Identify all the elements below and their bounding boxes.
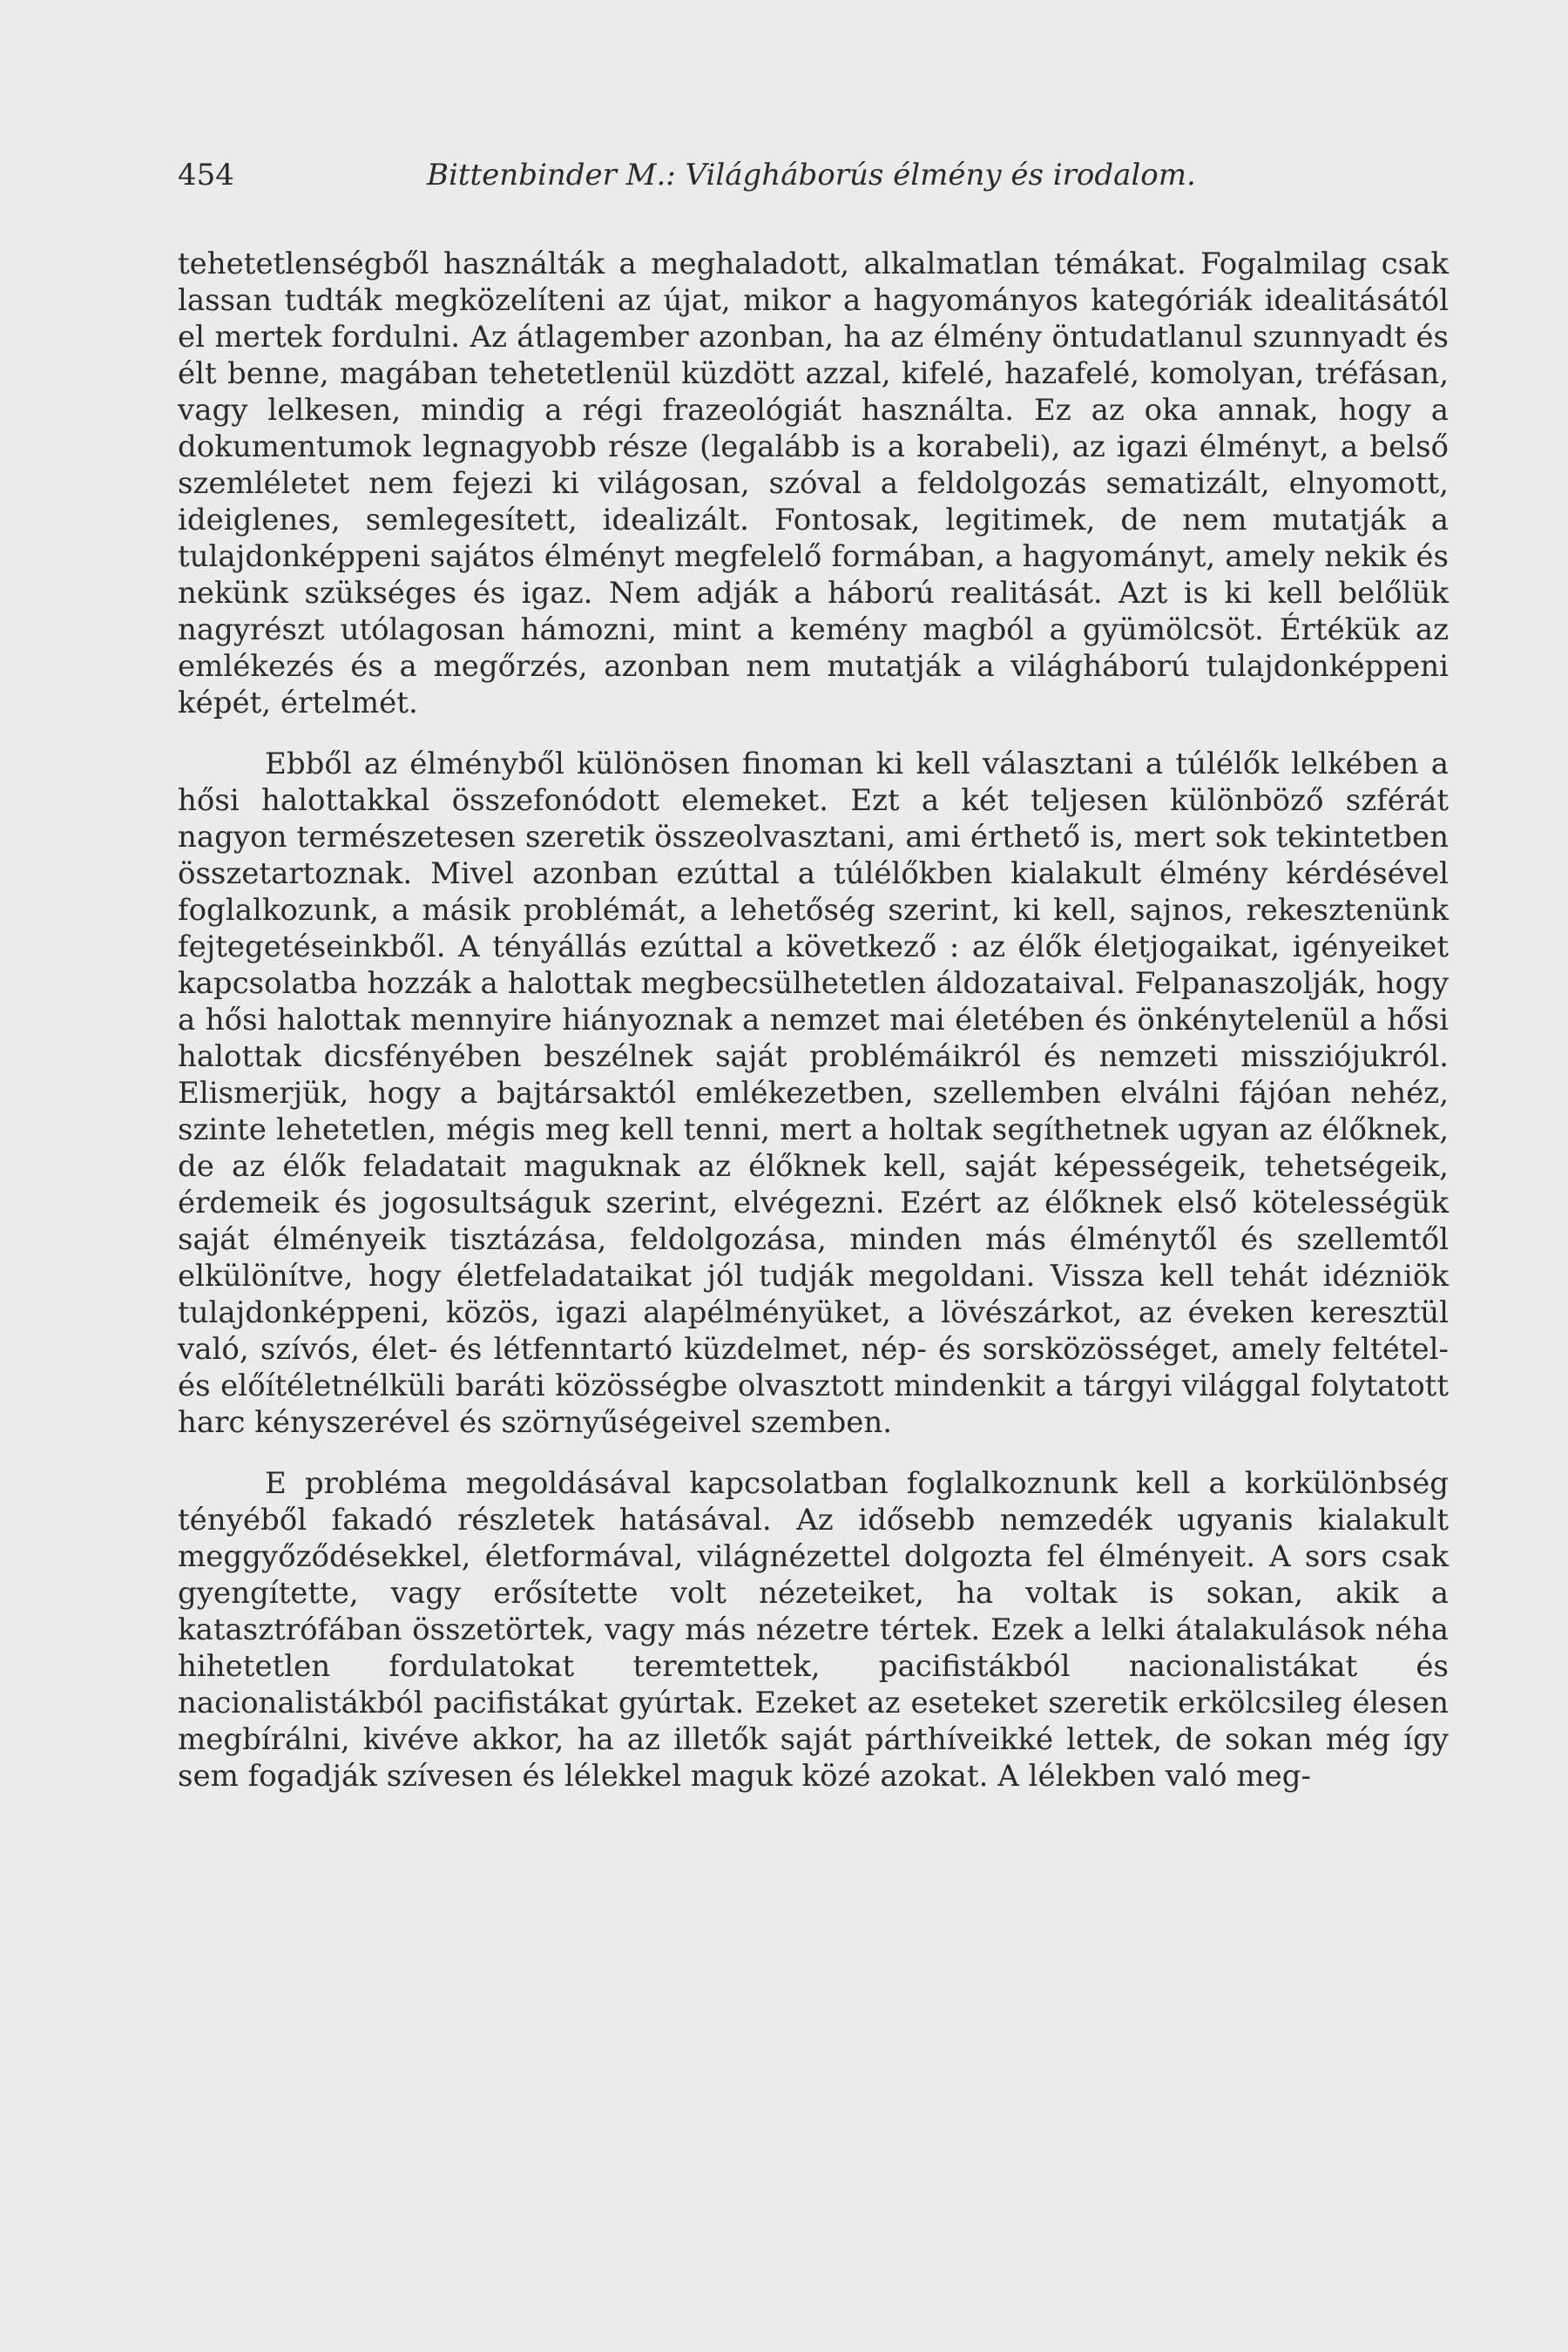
running-head <box>178 153 1432 197</box>
page-number: 454 <box>178 158 234 193</box>
paragraph-1: tehetetlenségből használták a meghaladott, alkalmatlan témákat. Fogalmilag csak lassan tudták megközelíteni az újat, mikor a hagyományos kategóriák idealitásától el mertek fordulni. Az átlagember azonban, ha az élmény öntudatlanul szunnyadt és élt benne, magában tehetetlenül küzdött azzal, kifelé, hazafelé, komolyan, tréfásan, vagy lelkesen, mindig a régi frazeológiát használta. Ez az oka annak, hogy a dokumentumok legnagyobb része (legalább is a korabeli), az igazi élményt, a belső szemléletet nem fejezi ki világosan, szóval a feldolgozás sematizált, elnyomott, ideiglenes, semlegesített, idealizált. Fontosak, legitimek, de nem mutatják a tulajdonképpeni sajátos élményt megfelelő formában, a hagyományt, amely nekik és nekünk szükséges és igaz. Nem adják a háború realitását. Azt is ki kell belőlük nagyrészt utólagosan hámozni, mint a kemény magból a gyümölcsöt. Értékük az emlékezés és a megőrzés, azonban nem mutatják a világháború tulajdonképpeni képét, értelmét. <box>178 247 1449 720</box>
paragraph-2: Ebből az élményből különösen finoman ki kell választani a túlélők lelkében a hősi halottakkal összefonódott elemeket. Ezt a két teljesen különböző szférát nagyon természetesen szeretik összeolvasztani, ami érthető is, mert sok tekintetben összetartoznak. Mivel azonban ezúttal a túlélőkben kialakult élmény kérdésével foglalkozunk, a másik problémát, a lehetőség szerint, ki kell, sajnos, rekesztenünk fejtegetéseinkből. A tényállás ezúttal a következő : az élők életjogaikat, igényeiket kapcsolatba hozzák a halottak megbecsülhetetlen áldozataival. Felpanaszolják, hogy a hősi halottak mennyire hiányoznak a nemzet mai életében és önkénytelenül a hősi halottak dicsfényében beszélnek saját problémáikról és nemzeti missziójukról. Elismerjük, hogy a bajtársaktól emlékezetben, szellemben elválni fájóan nehéz, szinte lehetetlen, mégis meg kell tenni, mert a holtak segíthetnek ugyan az élőknek, de az élők feladatait maguknak az élőknek kell, saját képességeik, tehetségeik, érdemeik és jogosultságuk szerint, elvégezni. Ezért az élőknek első kötelességük saját élményeik tisztázása, feldolgozása, minden más élménytől és szellemtől elkülönítve, hogy életfeladataikat jól tudják megoldani. Vissza kell tehát idézniök tulajdonképpeni, közös, igazi alapélményüket, a lövészárkot, az éveken keresztül való, szívós, élet- és létfenntartó küzdelmet, nép- és sorsközösséget, amely feltétel- és előítéletnélküli baráti közösségbe olvasztott mindenkit a tárgyi világgal folytatott harc kényszerével és szörnyűségeivel szemben. <box>178 747 1449 1440</box>
running-title: Bittenbinder M.: Világháborús élmény és irodalom. <box>427 158 1196 193</box>
body-text <box>178 246 1449 1794</box>
paragraph-3: E probléma megoldásával kapcsolatban foglalkoznunk kell a korkülönbség tényéből fakadó részletek hatásával. Az idősebb nemzedék ugyanis kialakult meggyőződésekkel, életformával, világnézettel dolgozta fel élményeit. A sors csak gyengítette, vagy erősítette volt nézeteiket, ha voltak is sokan, akik a katasztrófában összetörtek, vagy más nézetre tértek. Ezek a lelki átalakulások néha hihetetlen fordulatokat teremtettek, pacifistákból nacionalistákat és nacionalistákból pacifistákat gyúrtak. Ezeket az eseteket szeretik erkölcsileg élesen megbírálni, kivéve akkor, ha az illetők saját párthíveikké lettek, de sokan még így sem fogadják szívesen és lélekkel maguk közé azokat. A lélekben való meg- <box>178 1466 1449 1794</box>
